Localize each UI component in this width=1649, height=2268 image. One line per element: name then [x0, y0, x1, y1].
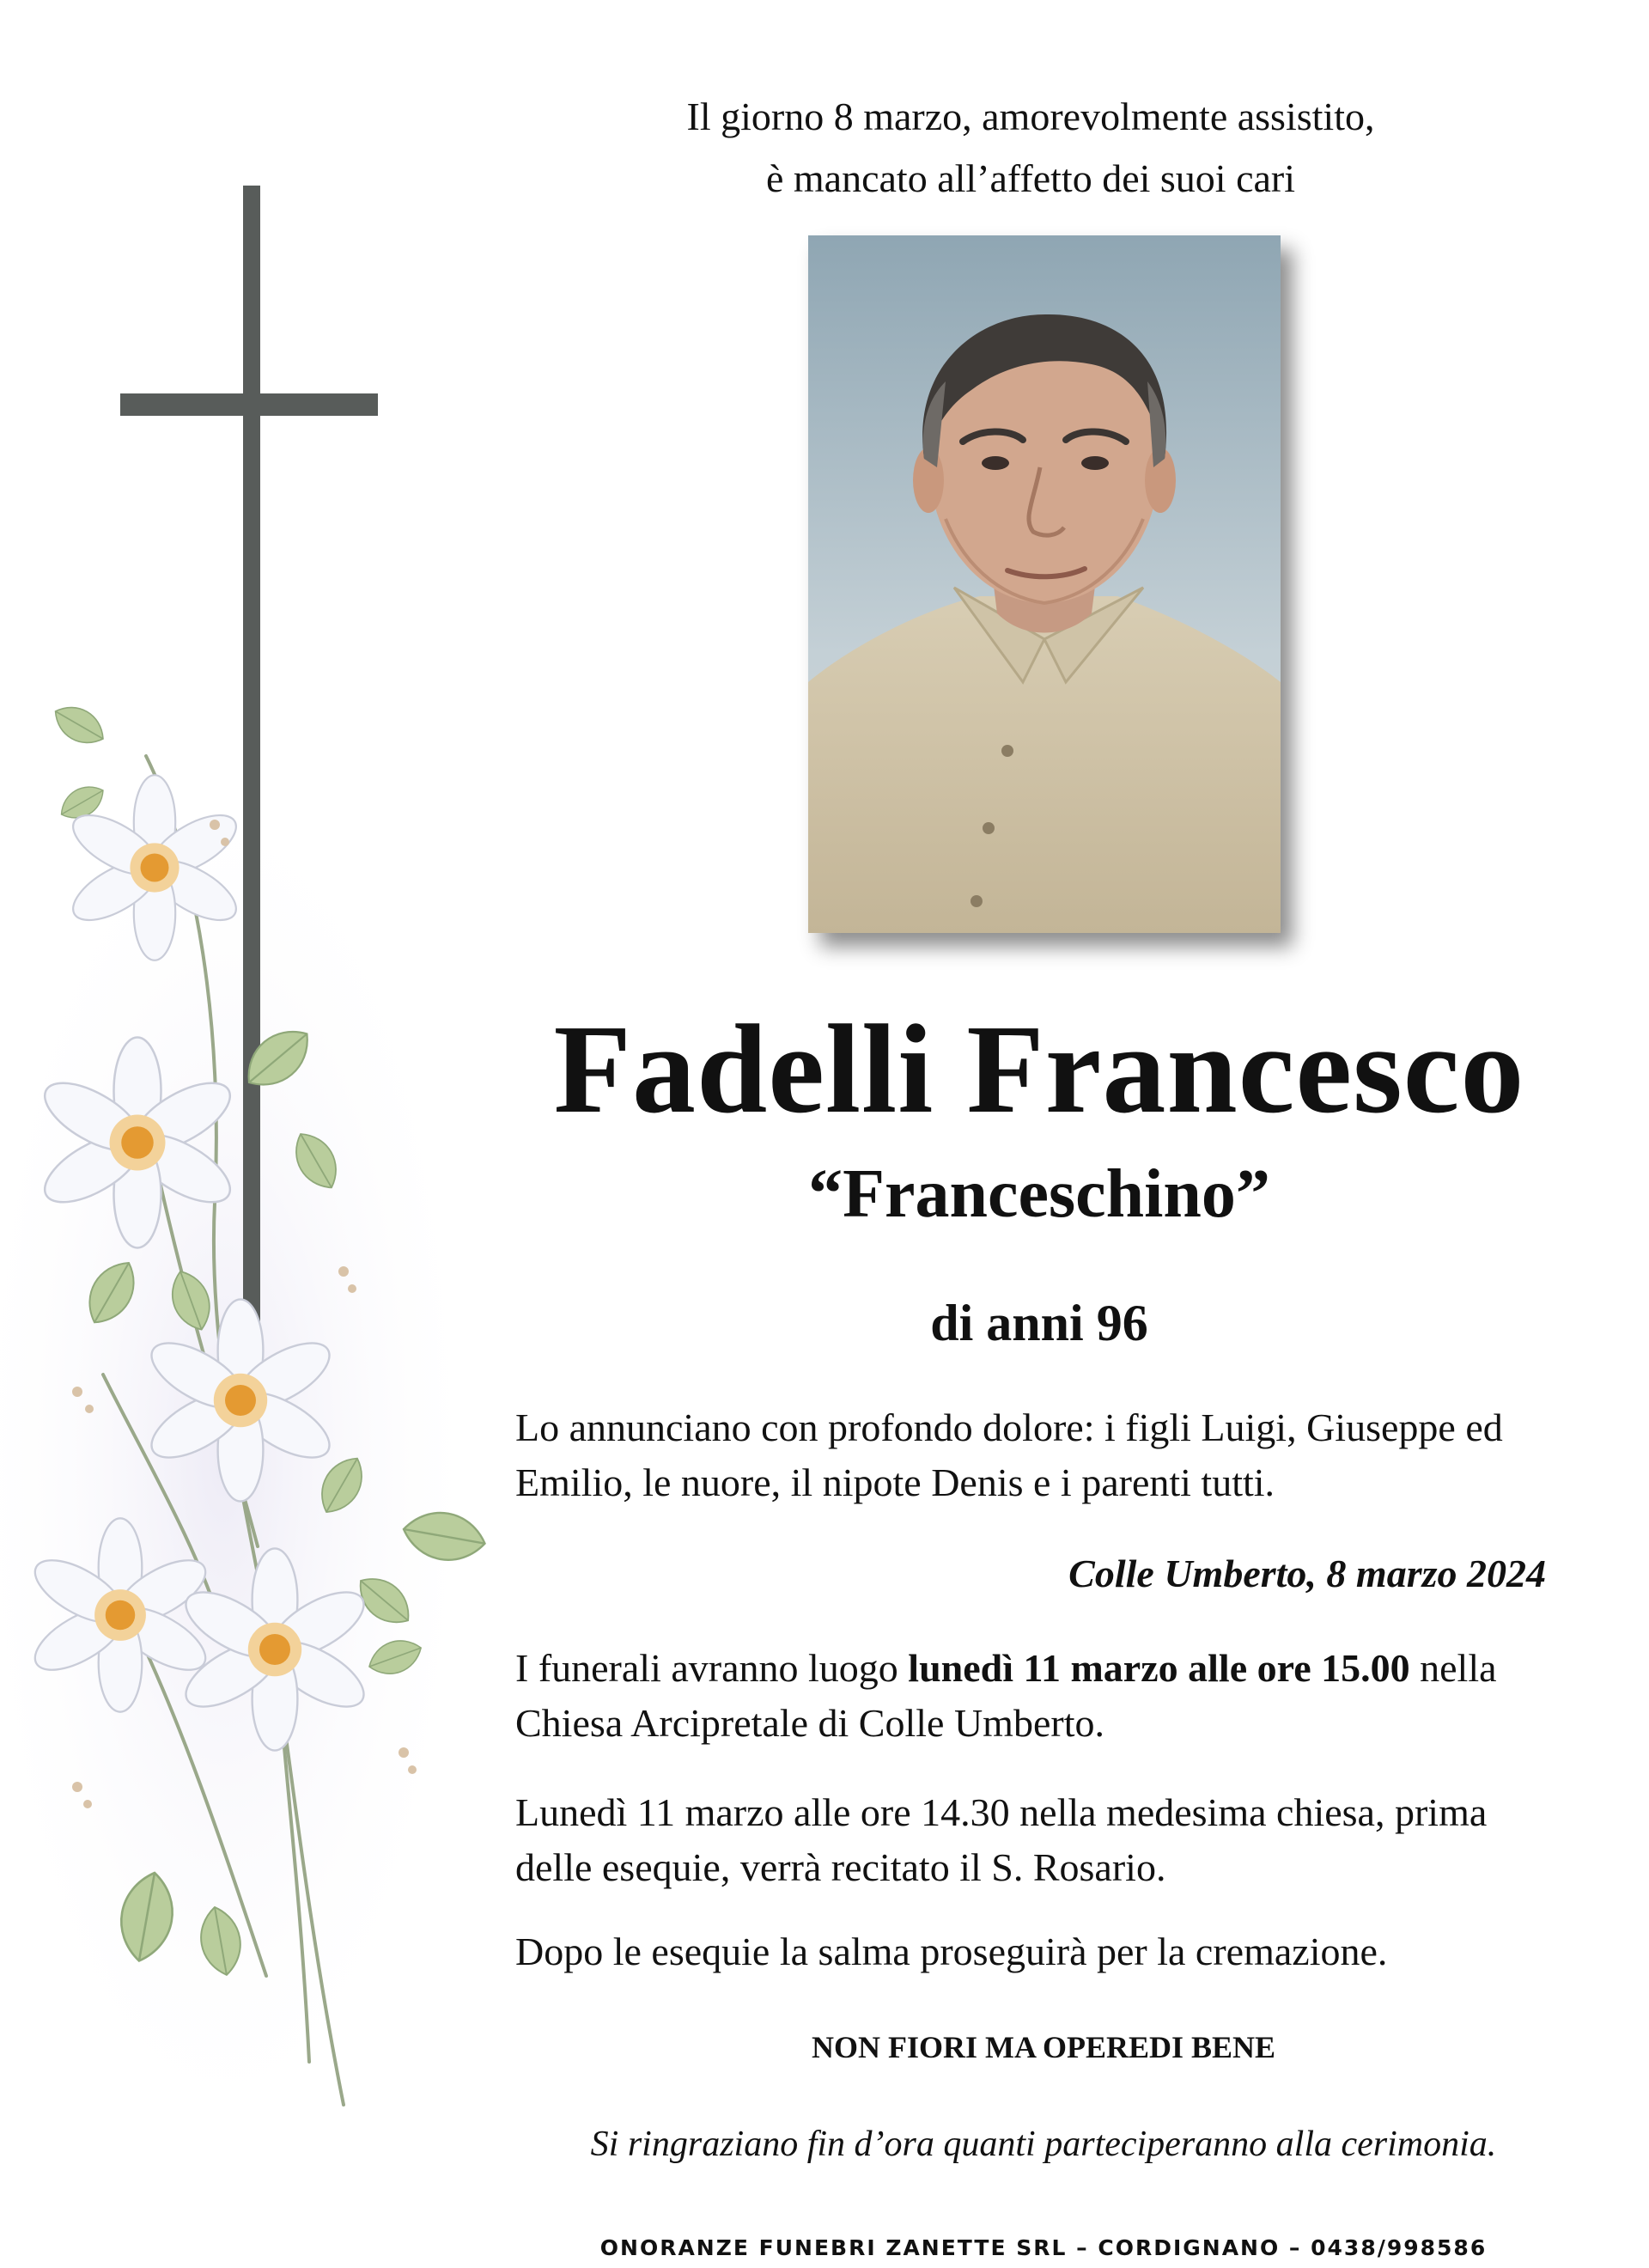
deceased-name: Fadelli Francesco	[553, 999, 1525, 1140]
announcement-text: Lo annunciano con profondo dolore: i figli Luigi, Giuseppe ed Emilio, le nuore, il nipote Denis e i parenti tutti.	[515, 1405, 1503, 1504]
no-flowers-note: NON FIORI MA OPEREDI BENE	[811, 2030, 1276, 2064]
portrait-photo	[808, 235, 1281, 933]
funeral-text	[515, 1641, 1572, 1751]
intro-text	[515, 86, 1546, 210]
funeral-datetime: lunedì 11 marzo alle ore 15.00	[908, 1646, 1410, 1690]
funeral-suffix: nella Chiesa Arcipretale di Colle Umberto.	[515, 1646, 1497, 1745]
rosary-text: Lunedì 11 marzo alle ore 14.30 nella medesima chiesa, prima delle esequie, verrà recitato il S. Rosario.	[515, 1790, 1488, 1889]
deceased-age: di anni 96	[930, 1295, 1148, 1351]
funeral-prefix: I funerali avranno luogo	[515, 1646, 909, 1690]
place-date: Colle Umberto, 8 marzo 2024	[1068, 1552, 1546, 1595]
intro-line-1: Il giorno 8 marzo, amorevolmente assistito,	[686, 94, 1375, 138]
intro-line-2: è mancato all’affetto dei suoi cari	[765, 156, 1296, 200]
deceased-nickname: “Franceschino”	[808, 1156, 1270, 1232]
cremation-text: Dopo le esequie la salma proseguirà per la cremazione.	[515, 1930, 1388, 1973]
thanks-text: Si ringraziano fin d’ora quanti parteciperanno alla cerimonia.	[590, 2125, 1497, 2164]
memorial-decoration	[0, 0, 532, 2268]
funeral-home-footer: ONORANZE FUNEBRI ZANETTE SRL – CORDIGNANO – 0438/998586	[599, 2235, 1488, 2260]
